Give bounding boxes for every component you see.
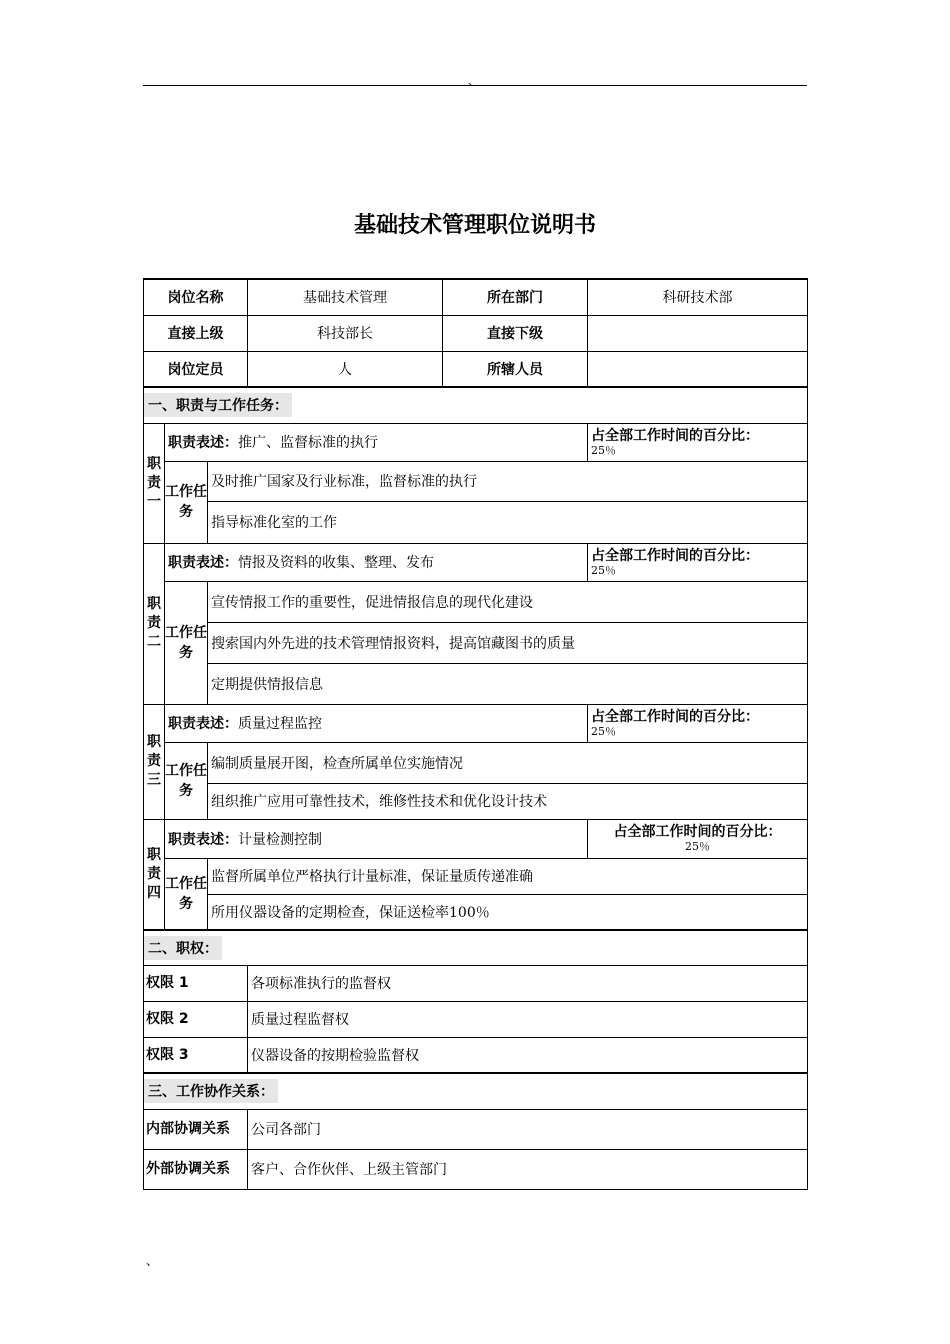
duty-1-task-label: 工作任务 [165, 461, 208, 543]
duty-1-task-2: 指导标准化室的工作 [208, 501, 808, 543]
duty-1-desc-label: 职责表述： [168, 435, 238, 451]
header-rule [143, 85, 807, 86]
duty-1-task-1-row [144, 461, 808, 501]
duty-2-desc-cell [165, 543, 588, 581]
section-1-row [144, 387, 808, 423]
section-1-heading [144, 387, 808, 423]
page-title: 基础技术管理职位说明书 [353, 213, 596, 238]
subordinate-value [588, 315, 808, 351]
duty-3-desc: 质量过程监控 [238, 716, 322, 732]
duty-3-task-2: 组织推广应用可靠性技术，维修性技术和优化设计技术 [208, 783, 808, 819]
duty-3-pct-cell [588, 704, 808, 742]
duty-2-desc-label: 职责表述： [168, 555, 238, 571]
duty-2-task-label: 工作任务 [165, 581, 208, 704]
relation-2-label: 外部协调关系 [144, 1149, 248, 1189]
relation-1-label: 内部协调关系 [144, 1109, 248, 1149]
duty-3-pct-label: 占全部工作时间的百分比： [591, 708, 759, 725]
governed-label: 所辖人员 [443, 351, 588, 387]
duty-4-row [144, 819, 808, 858]
header-mark: 、 [468, 74, 481, 88]
duty-2-task-1-row [144, 581, 808, 622]
job-description-table [143, 278, 808, 1190]
section-3-title: 三、工作协作关系： [144, 1079, 278, 1103]
duty-1-pct: 25％ [591, 443, 616, 457]
duty-2-pct-cell [588, 543, 808, 581]
section-2-title: 二、职权： [144, 936, 222, 960]
staffing-label: 岗位定员 [144, 351, 248, 387]
duty-2-label: 职责二 [144, 543, 165, 704]
duty-2-pct-label: 占全部工作时间的百分比： [591, 547, 759, 564]
duty-1-desc: 推广、监督标准的执行 [238, 435, 378, 451]
footer-mark: 、 [146, 1254, 159, 1268]
basic-row-2 [144, 315, 808, 351]
duty-4-task-2-row [144, 894, 808, 930]
duty-2-task-2: 搜索国内外先进的技术管理情报资料，提高馆藏图书的质量 [208, 622, 808, 663]
duty-3-task-2-row [144, 783, 808, 819]
section-1-title: 一、职责与工作任务： [144, 393, 292, 417]
section-2-row [144, 930, 808, 965]
governed-value [588, 351, 808, 387]
superior-value: 科技部长 [248, 315, 443, 351]
duty-1-pct-label: 占全部工作时间的百分比： [591, 427, 759, 444]
section-3-heading [144, 1073, 808, 1109]
basic-row-1 [144, 279, 808, 315]
duty-3-label: 职责三 [144, 704, 165, 819]
duty-4-pct-cell [588, 819, 808, 858]
duty-1-pct-cell [588, 423, 808, 461]
duty-3-desc-cell [165, 704, 588, 742]
section-3-row [144, 1073, 808, 1109]
power-2-label: 权限 2 [144, 1001, 248, 1037]
power-1-row [144, 965, 808, 1001]
duty-3-task-1: 编制质量展开图，检查所属单位实施情况 [208, 742, 808, 783]
superior-label: 直接上级 [144, 315, 248, 351]
duty-4-label: 职责四 [144, 819, 165, 930]
subordinate-label: 直接下级 [443, 315, 588, 351]
power-3-row [144, 1037, 808, 1073]
relation-1-row [144, 1109, 808, 1149]
duty-2-task-2-row [144, 622, 808, 663]
relation-1-text: 公司各部门 [248, 1109, 808, 1149]
power-1-text: 各项标准执行的监督权 [248, 965, 808, 1001]
power-3-text: 仪器设备的按期检验监督权 [248, 1037, 808, 1073]
duty-1-task-2-row [144, 501, 808, 543]
power-1-label: 权限 1 [144, 965, 248, 1001]
power-3-label: 权限 3 [144, 1037, 248, 1073]
duty-1-label: 职责一 [144, 423, 165, 543]
post-name-label: 岗位名称 [144, 279, 248, 315]
dept-label: 所在部门 [443, 279, 588, 315]
duty-4-pct: 25％ [685, 840, 710, 853]
duty-3-desc-label: 职责表述： [168, 716, 238, 732]
duty-2-desc: 情报及资料的收集、整理、发布 [238, 555, 434, 571]
duty-2-task-3-row [144, 663, 808, 704]
duty-2-pct: 25％ [591, 563, 616, 577]
duty-4-task-1: 监督所属单位严格执行计量标准，保证量质传递准确 [208, 858, 808, 894]
staffing-value: 人 [248, 351, 443, 387]
section-2-heading [144, 930, 808, 965]
duty-2-task-1: 宣传情报工作的重要性，促进情报信息的现代化建设 [208, 581, 808, 622]
duty-1-task-1: 及时推广国家及行业标准，监督标准的执行 [208, 461, 808, 501]
duty-4-task-1-row [144, 858, 808, 894]
duty-1-desc-cell [165, 423, 588, 461]
basic-row-3 [144, 351, 808, 387]
duty-2-task-3: 定期提供情报信息 [208, 663, 808, 704]
duty-4-task-label: 工作任务 [165, 858, 208, 930]
duty-3-row [144, 704, 808, 742]
power-2-text: 质量过程监督权 [248, 1001, 808, 1037]
duty-3-pct: 25％ [591, 724, 616, 738]
power-2-row [144, 1001, 808, 1037]
duty-4-pct-label: 占全部工作时间的百分比： [613, 824, 782, 840]
dept-value: 科研技术部 [588, 279, 808, 315]
relation-2-text: 客户、合作伙伴、上级主管部门 [248, 1149, 808, 1189]
relation-2-row [144, 1149, 808, 1189]
duty-4-desc-cell [165, 819, 588, 858]
duty-3-task-label: 工作任务 [165, 742, 208, 819]
post-name-value: 基础技术管理 [248, 279, 443, 315]
duty-4-desc-label: 职责表述： [168, 831, 238, 848]
duty-1-row [144, 423, 808, 461]
duty-4-task-2: 所用仪器设备的定期检查，保证送检率100％ [208, 894, 808, 930]
duty-3-task-1-row [144, 742, 808, 783]
duty-4-desc: 计量检测控制 [238, 831, 322, 848]
duty-2-row [144, 543, 808, 581]
